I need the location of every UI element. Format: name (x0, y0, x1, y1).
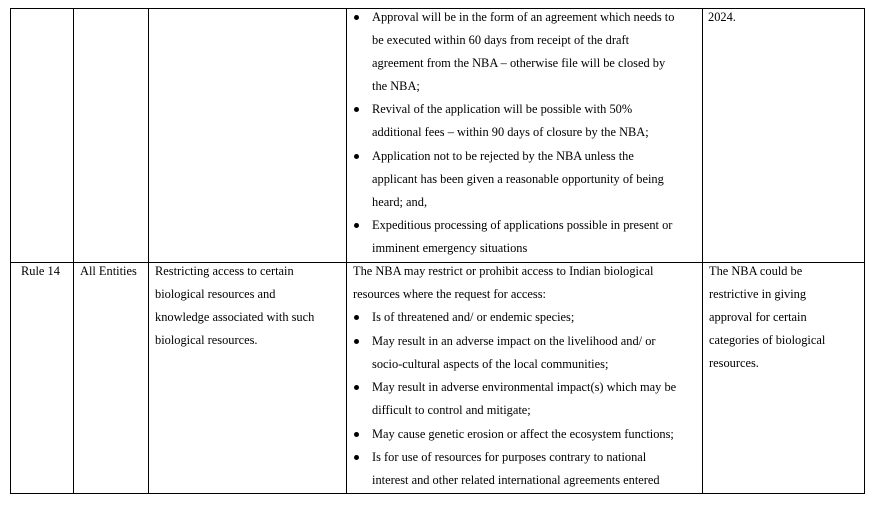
row1-bullet1-line4: the NBA; (372, 79, 420, 93)
row2-requirements-cell (352, 263, 700, 491)
col-border-2 (73, 8, 74, 494)
col-border-1 (10, 8, 11, 494)
row1-impact-text: 2024. (708, 10, 736, 24)
row1-bullet3-line1: Application not to be rejected by the NBA unless the (372, 149, 634, 163)
col-border-5 (702, 8, 703, 494)
row2-bullet2-line1: May result in an adverse impact on the livelihood and/ or (372, 334, 656, 348)
row2-impact-line3: approval for certain (709, 310, 807, 324)
row2-bullet3-line2: difficult to control and mitigate; (372, 403, 531, 417)
row2-bullet5-line2: interest and other related international agreements entered (372, 473, 660, 487)
row1-bullet1-line1: Approval will be in the form of an agreement which needs to (372, 10, 675, 24)
row2-impact-line1: The NBA could be (709, 264, 803, 278)
bullet-marker (354, 432, 359, 437)
row2-bullet1-line1: Is of threatened and/ or endemic species; (372, 310, 575, 324)
rule-number: Rule 14 (21, 264, 60, 278)
row2-intro-line2: resources where the request for access: (353, 287, 546, 301)
bullet-marker (354, 315, 359, 320)
subject-line4: biological resources. (155, 333, 258, 347)
row2-bullet2-line2: socio-cultural aspects of the local communities; (372, 357, 609, 371)
row2-bullet3-line1: May result in adverse environmental impact(s) which may be (372, 380, 677, 394)
bullet-marker (354, 223, 359, 228)
row1-bullet2-line1: Revival of the application will be possible with 50% (372, 102, 633, 116)
col-border-4 (346, 8, 347, 494)
row2-bullet4-line1: May cause genetic erosion or affect the ecosystem functions; (372, 427, 674, 441)
row1-bullet3-line3: heard; and, (372, 195, 428, 209)
col-border-6 (864, 8, 865, 494)
subject-line1: Restricting access to certain (155, 264, 294, 278)
bullet-marker (354, 385, 359, 390)
row2-impact-line2: restrictive in giving (709, 287, 807, 301)
row2-bullet5-line1: Is for use of resources for purposes contrary to national (372, 450, 647, 464)
row1-bullet3-line2: applicant has been given a reasonable opportunity of being (372, 172, 664, 186)
bullet-marker (354, 15, 359, 20)
bullet-marker (354, 107, 359, 112)
row1-bullet4-line2: imminent emergency situations (372, 241, 528, 255)
row-border-bottom (10, 493, 865, 494)
bullet-marker (354, 339, 359, 344)
bullet-marker (354, 455, 359, 460)
applicable-entities: All Entities (80, 264, 137, 278)
row1-requirements-cell (352, 9, 700, 261)
subject-line2: biological resources and (155, 287, 276, 301)
row1-bullet1-line2: be executed within 60 days from receipt of the draft (372, 33, 630, 47)
bullet-marker (354, 154, 359, 159)
col-border-3 (148, 8, 149, 494)
row2-impact-line4: categories of biological (709, 333, 826, 347)
row2-intro-line1: The NBA may restrict or prohibit access to Indian biological (353, 264, 654, 278)
row1-bullet1-line3: agreement from the NBA – otherwise file will be closed by (372, 56, 666, 70)
row2-impact-line5: resources. (709, 356, 759, 370)
row1-bullet2-line2: additional fees – within 90 days of closure by the NBA; (372, 125, 649, 139)
row1-bullet4-line1: Expeditious processing of applications possible in present or (372, 218, 673, 232)
subject-line3: knowledge associated with such (155, 310, 315, 324)
